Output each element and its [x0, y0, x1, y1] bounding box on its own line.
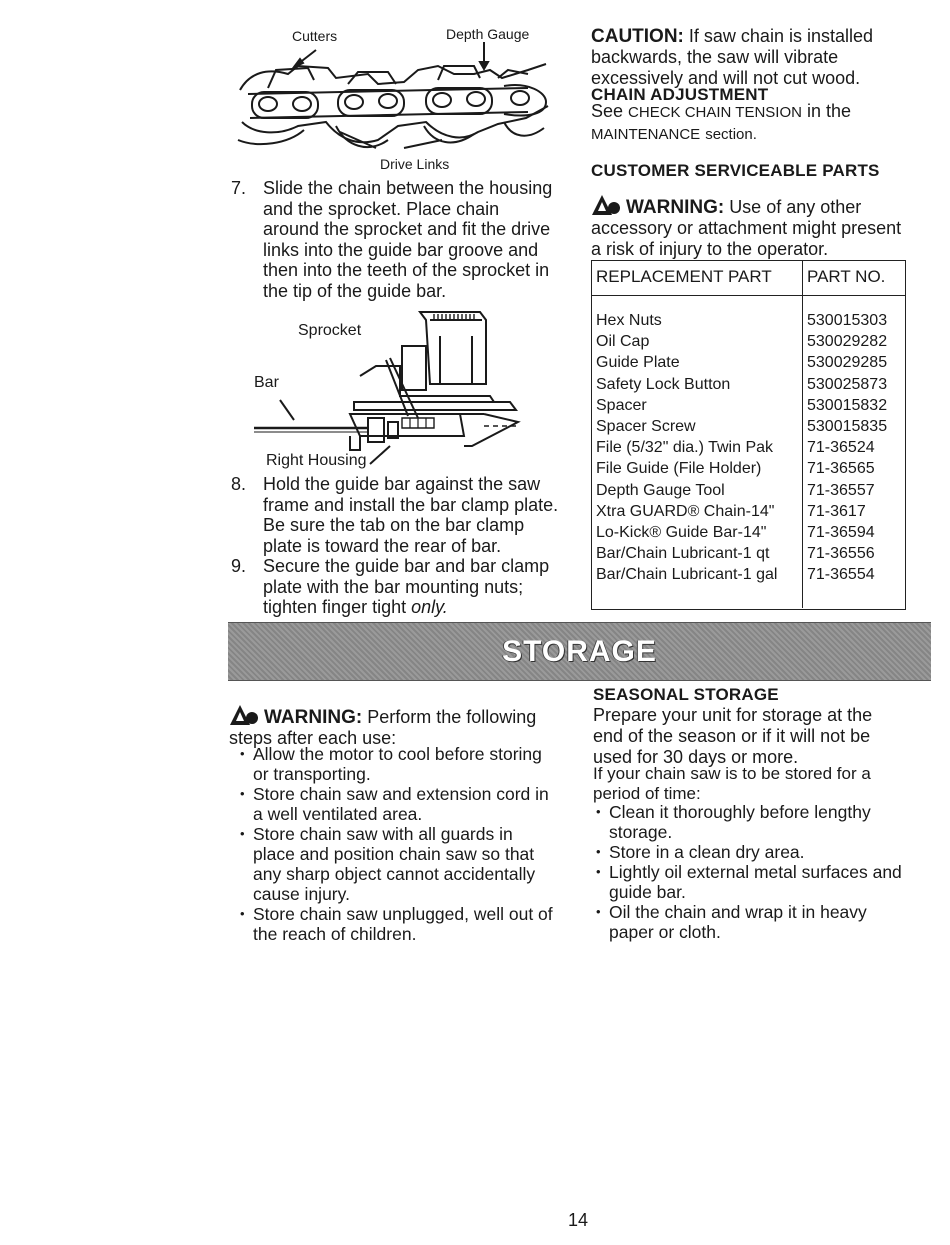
- chain-adjustment-heading: CHAIN ADJUSTMENT: [591, 85, 769, 104]
- chain-adjustment-text-a: See: [591, 101, 624, 121]
- part-name: Xtra GUARD® Chain-14": [596, 502, 775, 520]
- part-name: File (5/32" dia.) Twin Pak: [596, 439, 774, 457]
- caution-block: [591, 26, 913, 89]
- part-number: 530015303: [807, 312, 888, 329]
- seasonal-para-1: Prepare your unit for storage at the end of the season or if it will not be used for 30 days or more.: [593, 705, 873, 767]
- storage-warning: [229, 704, 559, 749]
- part-number: 71-36565: [807, 460, 875, 478]
- part-name: File Guide (File Holder): [596, 460, 762, 478]
- saw-chain-figure: [228, 22, 558, 174]
- sprocket-label: Sprocket: [298, 322, 362, 339]
- col-header-part: REPLACEMENT PART: [596, 267, 772, 286]
- part-name: Safety Lock Button: [596, 375, 731, 393]
- parts-warning: [591, 194, 913, 260]
- part-name: Bar/Chain Lubricant-1 gal: [596, 566, 778, 584]
- page-number: 14: [568, 1210, 589, 1230]
- step-number: 9.: [231, 556, 247, 576]
- part-number: 71-3617: [807, 502, 866, 520]
- housing-figure: [250, 306, 550, 472]
- caution-text: If saw chain is installed backwards, the saw will vibrate excessively and will not cut wood.: [591, 26, 873, 88]
- list-item: • Clean it thoroughly before lengthy storage.: [593, 802, 913, 842]
- part-name: Hex Nuts: [596, 312, 662, 329]
- storage-banner-title: STORAGE: [502, 635, 657, 668]
- warning-triangle-icon: [229, 704, 259, 726]
- list-item: • Store chain saw and extension cord in a well ventilated area.: [237, 784, 557, 824]
- step-item: [229, 178, 559, 301]
- caution-word: CAUTION:: [591, 26, 684, 47]
- part-number: 71-36594: [807, 524, 875, 542]
- warning-text: Perform the following steps after each use:: [229, 707, 537, 748]
- part-number: 71-36554: [807, 566, 875, 584]
- list-item: • Oil the chain and wrap it in heavy paper or cloth.: [593, 902, 913, 942]
- depth-gauge-label: Depth Gauge: [446, 26, 530, 42]
- part-number: 530015835: [807, 418, 888, 436]
- list-item: • Allow the motor to cool before storing or transporting.: [237, 744, 557, 784]
- part-number: 530029285: [807, 354, 888, 372]
- warning-text: Use of any other accessory or attachment might present a risk of injury to the operator.: [591, 197, 902, 259]
- warning-word: WARNING:: [264, 707, 363, 728]
- part-number: 71-36524: [807, 439, 875, 457]
- part-name: Oil Cap: [596, 333, 650, 351]
- install-steps-list: [229, 178, 559, 301]
- part-number: 71-36556: [807, 545, 875, 563]
- part-name: Guide Plate: [596, 354, 680, 372]
- list-item: • Lightly oil external metal surfaces and guide bar.: [593, 862, 913, 902]
- storage-bullets: [237, 744, 557, 944]
- step-text: Hold the guide bar against the saw frame and install the bar clamp plate. Be sure the tab on the bar clamp plate is toward the rear of bar.: [263, 474, 559, 556]
- seasonal-para-2: If your chain saw is to be stored for a period of time:: [593, 764, 871, 803]
- chain-adjustment-text: [591, 101, 913, 145]
- part-name: Bar/Chain Lubricant-1 qt: [596, 545, 770, 563]
- storage-banner: [228, 622, 931, 681]
- part-number: 530029282: [807, 333, 888, 351]
- part-name: Lo-Kick® Guide Bar-14": [596, 524, 767, 542]
- list-item: • Store in a clean dry area.: [593, 842, 913, 862]
- step-number: 7.: [231, 178, 247, 198]
- part-name: Depth Gauge Tool: [596, 481, 725, 499]
- check-chain-tension-ref: CHECK CHAIN TENSION: [628, 104, 802, 121]
- part-number: 71-36557: [807, 481, 875, 499]
- part-names-column: [592, 296, 802, 608]
- bar-label: Bar: [254, 374, 279, 391]
- parts-table: [591, 260, 906, 610]
- drive-links-label: Drive Links: [380, 156, 450, 172]
- step-number: 8.: [231, 474, 247, 494]
- step-item: [229, 556, 559, 618]
- warning-triangle-icon: [591, 194, 621, 216]
- parts-table-header: [592, 261, 905, 296]
- cutters-label: Cutters: [292, 28, 338, 44]
- part-number: 530025873: [807, 375, 888, 393]
- list-item: • Store chain saw with all guards in place and position chain saw so that any sharp object cannot accidentally cause injury.: [237, 824, 557, 904]
- warning-word: WARNING:: [626, 197, 725, 218]
- step-emphasis: only.: [411, 597, 448, 617]
- chain-drawing: [228, 22, 558, 157]
- step-text: Slide the chain between the housing and the sprocket. Place chain around the sprocket and fit the drive links into the guide bar groove and then into the teeth of the sprocket in the tip of the guide bar.: [263, 178, 553, 301]
- list-item: • Store chain saw unplugged, well out of the reach of children.: [237, 904, 557, 944]
- seasonal-heading: SEASONAL STORAGE: [593, 685, 779, 704]
- col-header-part-no: PART NO.: [802, 261, 905, 295]
- parts-table-body: [592, 296, 905, 608]
- part-name: Spacer: [596, 396, 647, 414]
- maintenance-ref: MAINTENANCE: [591, 126, 701, 143]
- parts-heading: CUSTOMER SERVICEABLE PARTS: [591, 161, 880, 180]
- step-item: [229, 474, 559, 556]
- chain-adjustment-text-c: in the: [806, 101, 852, 121]
- install-steps-list-continued: [229, 474, 559, 618]
- part-numbers-column: [802, 296, 905, 608]
- seasonal-bullets: [593, 802, 913, 942]
- right-housing-label: Right Housing: [266, 452, 367, 469]
- part-number: 530015832: [807, 396, 888, 414]
- part-name: Spacer Screw: [596, 418, 696, 436]
- step-text: Secure the guide bar and bar clamp plate with the bar mounting nuts; tighten finger tight: [263, 556, 550, 617]
- housing-drawing: [250, 306, 550, 472]
- chain-adjustment-text-e: section.: [705, 126, 757, 143]
